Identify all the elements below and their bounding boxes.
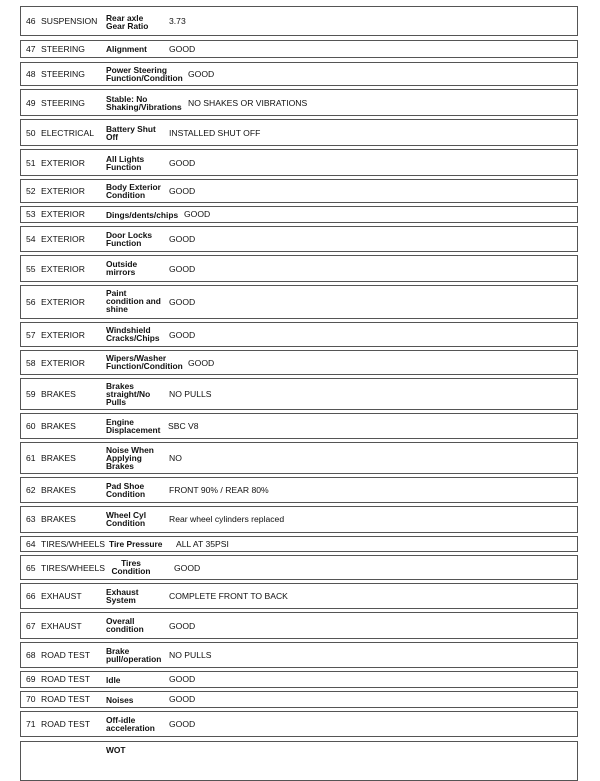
table-row — [20, 149, 578, 176]
row-value: GOOD — [169, 694, 196, 704]
row-number: 46 — [26, 16, 36, 26]
row-value: 3.73 — [169, 16, 186, 26]
row-category: STEERING — [41, 44, 85, 54]
row-value: GOOD — [169, 330, 196, 340]
row-category: ROAD TEST — [41, 694, 91, 704]
row-value: GOOD — [169, 44, 196, 54]
row-number: 67 — [26, 621, 36, 631]
row-item: Rear axle Gear Ratio — [106, 13, 149, 31]
row-number: 62 — [26, 485, 36, 495]
row-item: Brake pull/operation — [106, 646, 162, 664]
row-value: NO PULLS — [169, 389, 212, 399]
row-category: EXTERIOR — [41, 209, 85, 219]
row-category: ROAD TEST — [41, 650, 91, 660]
table-row — [20, 536, 578, 552]
row-value: GOOD — [184, 209, 211, 219]
row-number: 69 — [26, 674, 36, 684]
row-category: ELECTRICAL — [41, 128, 95, 138]
table-row — [20, 671, 578, 688]
row-number: 49 — [26, 98, 36, 108]
row-number: 50 — [26, 128, 36, 138]
row-category: TIRES/WHEELS — [41, 563, 105, 573]
row-number: 68 — [26, 650, 36, 660]
table-row — [20, 62, 578, 86]
row-number: 54 — [26, 234, 36, 244]
row-item: Battery Shut Off — [106, 124, 156, 142]
row-item: Brakes straight/No Pulls — [106, 381, 151, 407]
row-value: GOOD — [169, 719, 196, 729]
row-item: Pad Shoe Condition — [106, 481, 146, 499]
row-number: 48 — [26, 69, 36, 79]
row-item: Paint condition and shine — [106, 288, 161, 314]
row-category: ROAD TEST — [41, 719, 91, 729]
row-category: BRAKES — [41, 389, 76, 399]
table-row — [20, 40, 578, 58]
row-item: Outside mirrors — [106, 259, 138, 277]
row-number: 55 — [26, 264, 36, 274]
row-category: EXHAUST — [41, 591, 82, 601]
row-value: ALL AT 35PSI — [176, 539, 229, 549]
row-number: 60 — [26, 421, 36, 431]
table-row — [20, 442, 578, 474]
table-row — [20, 506, 578, 533]
row-number: 61 — [26, 453, 36, 463]
row-category: TIRES/WHEELS — [41, 539, 105, 549]
row-category: BRAKES — [41, 514, 76, 524]
row-number: 65 — [26, 563, 36, 573]
row-item: Off-idle acceleration — [106, 715, 155, 733]
row-value: SBC V8 — [168, 421, 199, 431]
row-item: Engine Displacement — [106, 417, 161, 435]
table-row — [20, 179, 578, 203]
row-item: Wipers/Washer Function/Condition — [106, 353, 183, 371]
row-number: 51 — [26, 158, 36, 168]
row-item: WOT — [106, 745, 126, 755]
table-row — [20, 741, 578, 781]
row-item: Windshield Cracks/Chips — [106, 325, 160, 343]
row-number: 47 — [26, 44, 36, 54]
row-category: EXHAUST — [41, 621, 82, 631]
table-row — [20, 206, 578, 223]
table-row — [20, 226, 578, 252]
row-category: BRAKES — [41, 485, 76, 495]
row-number: 71 — [26, 719, 36, 729]
row-number: 64 — [26, 539, 36, 549]
row-value: GOOD — [174, 563, 201, 573]
row-value: Rear wheel cylinders replaced — [169, 514, 285, 524]
row-value: COMPLETE FRONT TO BACK — [169, 591, 288, 601]
row-item: Tires Condition — [111, 558, 151, 576]
row-number: 56 — [26, 297, 36, 307]
row-category: EXTERIOR — [41, 158, 85, 168]
row-value: GOOD — [188, 358, 215, 368]
row-number: 57 — [26, 330, 36, 340]
row-number: 53 — [26, 209, 36, 219]
row-item: Power Steering Function/Condition — [106, 65, 183, 83]
row-item: Dings/dents/chips — [106, 210, 179, 220]
row-category: ROAD TEST — [41, 674, 91, 684]
row-category: BRAKES — [41, 453, 76, 463]
row-category: EXTERIOR — [41, 330, 85, 340]
table-row — [20, 555, 578, 580]
table-row — [20, 378, 578, 410]
row-category: EXTERIOR — [41, 297, 85, 307]
row-item: Alignment — [106, 44, 147, 54]
row-number: 58 — [26, 358, 36, 368]
row-value: GOOD — [169, 186, 196, 196]
row-item: Wheel Cyl Condition — [106, 510, 147, 528]
row-item: Tire Pressure — [109, 539, 163, 549]
table-row — [20, 89, 578, 116]
row-item: Door Locks Function — [106, 230, 153, 248]
row-number: 66 — [26, 591, 36, 601]
row-item: Exhaust System — [106, 587, 139, 605]
row-item: Noises — [106, 695, 134, 705]
table-row — [20, 642, 578, 668]
row-category: SUSPENSION — [41, 16, 98, 26]
table-row — [20, 119, 578, 146]
row-value: INSTALLED SHUT OFF — [169, 128, 261, 138]
row-item: Noise When Applying Brakes — [106, 445, 154, 471]
row-value: FRONT 90% / REAR 80% — [169, 485, 269, 495]
row-value: GOOD — [169, 674, 196, 684]
table-row — [20, 477, 578, 503]
row-item: Idle — [106, 675, 121, 685]
row-number: 59 — [26, 389, 36, 399]
row-number: 70 — [26, 694, 36, 704]
row-item: Body Exterior Condition — [106, 182, 161, 200]
row-category: EXTERIOR — [41, 358, 85, 368]
row-category: EXTERIOR — [41, 186, 85, 196]
table-row — [20, 350, 578, 375]
row-value: GOOD — [169, 158, 196, 168]
table-row — [20, 691, 578, 708]
row-category: BRAKES — [41, 421, 76, 431]
row-category: STEERING — [41, 69, 85, 79]
row-number: 52 — [26, 186, 36, 196]
table-row — [20, 583, 578, 609]
row-value: NO — [169, 453, 182, 463]
row-item: Overall condition — [106, 616, 144, 634]
row-value: GOOD — [169, 621, 196, 631]
row-value: GOOD — [169, 297, 196, 307]
row-category: STEERING — [41, 98, 85, 108]
row-value: GOOD — [169, 234, 196, 244]
row-value: GOOD — [169, 264, 196, 274]
row-value: GOOD — [188, 69, 215, 79]
row-item: Stable: No Shaking/Vibrations — [106, 94, 182, 112]
table-row — [20, 255, 578, 282]
row-number: 63 — [26, 514, 36, 524]
table-row — [20, 711, 578, 737]
table-row — [20, 413, 578, 439]
row-value: NO PULLS — [169, 650, 212, 660]
row-category: EXTERIOR — [41, 234, 85, 244]
table-row — [20, 612, 578, 639]
table-row — [20, 322, 578, 347]
table-row — [20, 285, 578, 319]
row-item: All Lights Function — [106, 154, 145, 172]
row-category: EXTERIOR — [41, 264, 85, 274]
table-row — [20, 6, 578, 36]
row-value: NO SHAKES OR VIBRATIONS — [188, 98, 308, 108]
